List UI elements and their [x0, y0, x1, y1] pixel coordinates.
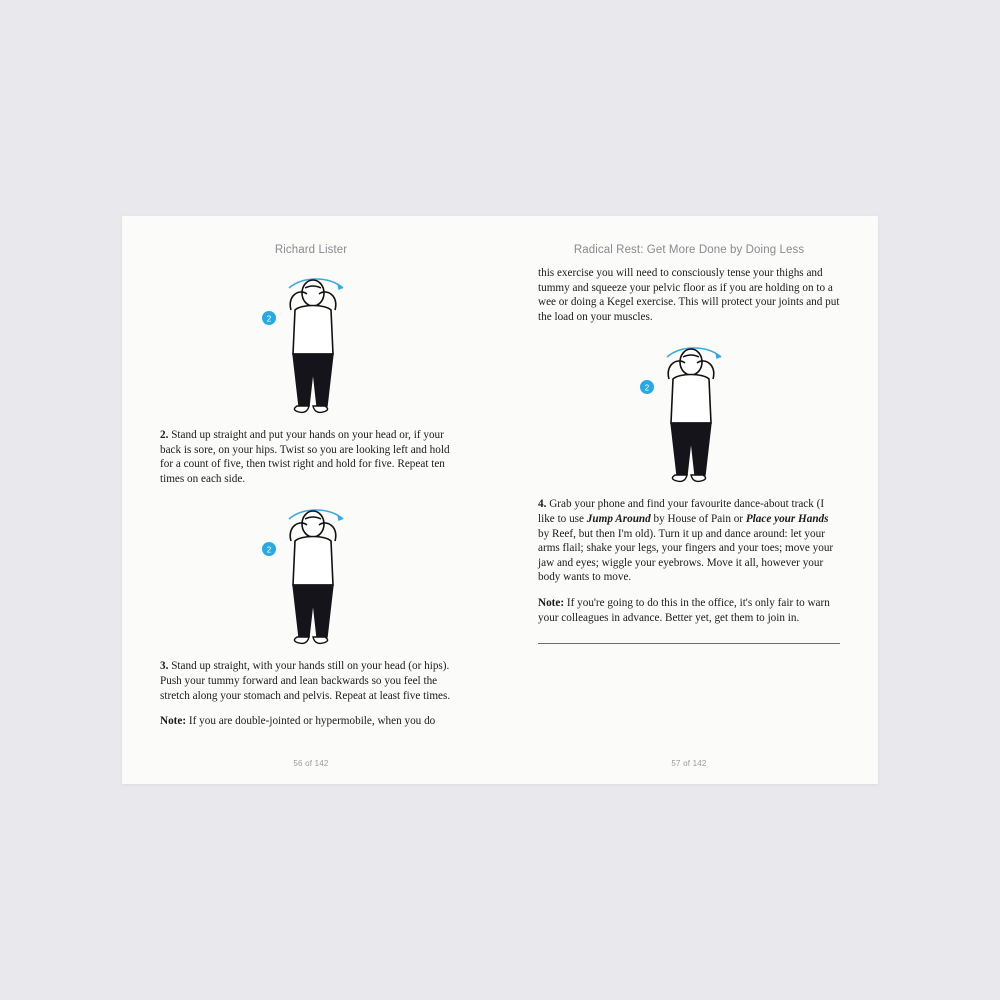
step-text-2: Stand up straight and put your hands on your head or, if your back is sore, on your hips. Twist so you are looking left and hold for a count of five, then twist right and hold for five. Repeat ten times on each side. [160, 429, 450, 485]
note-text-left: If you are double-jointed or hypermobile, when you do [186, 715, 436, 728]
svg-text:2: 2 [644, 383, 650, 393]
step-text-3: Stand up straight, with your hands still on your head (or hips). Push your tummy forward and lean backwards so you feel the stretch along your stomach and pelvis. Repeat at least five times. [160, 660, 451, 702]
running-head-right: Radical Rest: Get More Done by Doing Less [573, 244, 805, 256]
stretch-figure-twist [538, 335, 840, 483]
step-number-2: 2. [160, 429, 169, 441]
step-4-part1: Grab your phone and find your favourite dance-about track (I like to use [538, 498, 825, 525]
paragraph-note-right [538, 596, 840, 625]
stretch-figure-twist [160, 266, 462, 414]
note-text-right: If you're going to do this in the office, it's only fair to warn your colleagues in advance. Better yet, get them to join in. [538, 596, 830, 624]
step-number-3: 3. [160, 660, 169, 673]
page-number-left: 56 of 142 [293, 759, 329, 768]
book-reader [122, 216, 878, 784]
running-head-left: Richard Lister [274, 244, 348, 256]
stretch-figure-lean-back [160, 497, 462, 645]
step-4-part3: by Reef, but then I'm old). Turn it up and dance around: let your arms flail; shake your legs, your fingers and your toes; move your jaw and eyes; wiggle your eyebrows. Move it all, however your body wants to move. [538, 527, 834, 584]
paragraph-step-4 [538, 497, 840, 585]
song-title-1: Jump Around [586, 512, 651, 525]
book-page-left [122, 216, 500, 784]
note-label-left: Note: [160, 715, 187, 728]
page-number-right: 57 of 142 [671, 759, 707, 768]
step-4-part2: by House of Pain or [650, 512, 746, 525]
song-title-2: Place your Hands [745, 512, 829, 525]
step-number-4: 4. [538, 498, 547, 511]
book-page-right [500, 216, 878, 784]
paragraph-step-3 [160, 659, 462, 703]
section-divider [538, 643, 840, 644]
paragraph-step-2 [160, 428, 462, 486]
paragraph-note-left [160, 714, 462, 729]
svg-text:2: 2 [266, 545, 272, 555]
note-label-right: Note: [538, 596, 565, 609]
svg-text:2: 2 [266, 314, 272, 324]
paragraph-continued: this exercise you will need to consciously tense your thighs and tummy and squeeze your pelvic floor as if you are holding on to a wee or doing a Kegel exercise. This will protect your joints and put the load on your muscles. [538, 267, 840, 323]
